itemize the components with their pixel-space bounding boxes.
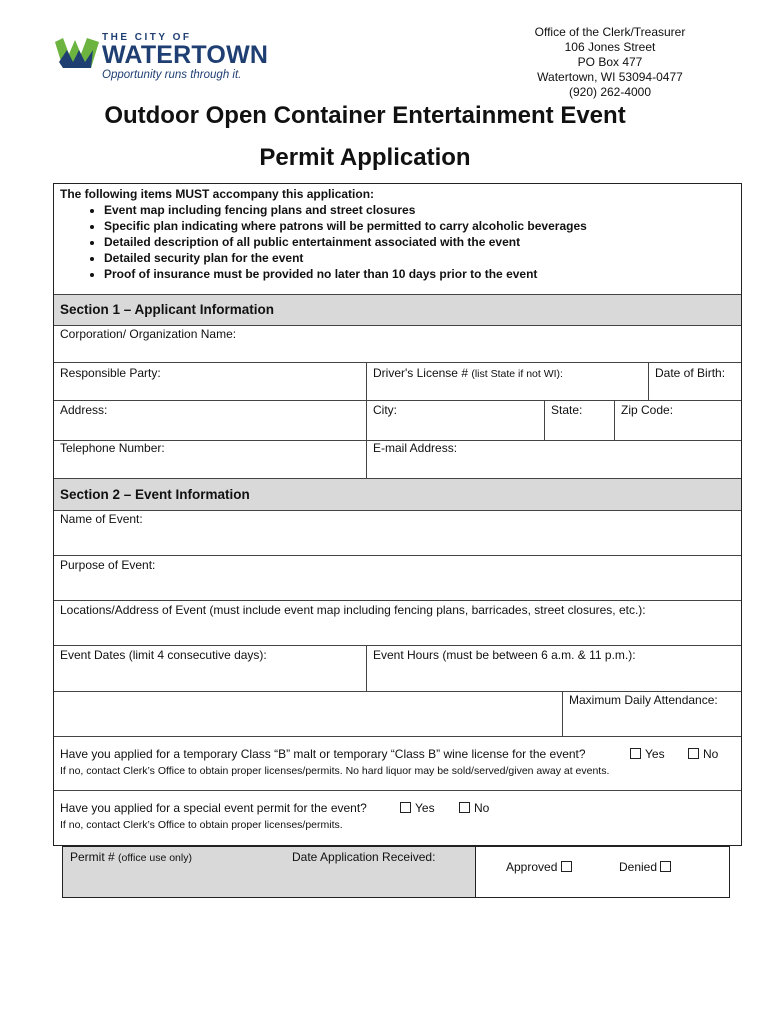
denied-option[interactable] [619, 860, 675, 874]
logo-line1: THE CITY OF [102, 32, 192, 43]
office-address [510, 25, 710, 100]
checkbox-icon[interactable] [660, 861, 671, 872]
drivers-license-label: Driver's License # [373, 366, 468, 380]
office-line: (920) 262-4000 [568, 85, 652, 99]
requirement-item: • Event map including fencing plans and street closures [104, 202, 587, 218]
email-field[interactable]: E-mail Address: [373, 441, 458, 455]
permit-no-label: No [474, 801, 490, 815]
event-purpose-field[interactable]: Purpose of Event: [60, 558, 156, 572]
requirement-item: • Specific plan indicating where patrons will be permitted to carry alcoholic beverages [104, 218, 587, 234]
dob-field[interactable]: Date of Birth: [655, 366, 726, 380]
responsible-party-field[interactable]: Responsible Party: [60, 366, 161, 380]
permit-note: (office use only) [118, 852, 192, 864]
permit-yes-label: Yes [415, 801, 435, 815]
event-location-field[interactable]: Locations/Address of Event (must include event map including fencing plans, barricades, street closures, etc.): [60, 603, 646, 617]
page-title: Outdoor Open Container Entertainment Event [104, 102, 626, 129]
logo-tagline: Opportunity runs through it. [102, 69, 242, 81]
section2-title: Section 2 – Event Information [60, 487, 250, 502]
drivers-license-note: (list State if not WI): [471, 368, 563, 380]
drivers-license-field[interactable] [373, 366, 563, 380]
checkbox-icon[interactable] [688, 748, 699, 759]
requirement-item: • Detailed description of all public entertainment associated with the event [104, 234, 587, 250]
denied-label: Denied [619, 860, 658, 874]
special-permit-note: If no, contact Clerk’s Office to obtain proper licenses/permits. [60, 819, 343, 831]
checkbox-icon[interactable] [400, 802, 411, 813]
checkbox-icon[interactable] [630, 748, 641, 759]
license-yes-option[interactable] [630, 747, 665, 761]
requirements-heading: The following items MUST accompany this application: [60, 187, 375, 201]
city-field[interactable]: City: [373, 403, 397, 417]
city-logo [55, 32, 285, 84]
watertown-logo-icon [55, 36, 99, 70]
office-use-box [62, 846, 730, 898]
license-question: Have you applied for a temporary Class “B” malt or temporary “Class B” wine license for the event? [60, 747, 586, 761]
approved-label: Approved [506, 860, 558, 874]
logo-line2: WATERTOWN [102, 41, 269, 69]
office-line: 106 Jones Street [564, 40, 656, 54]
org-name-field[interactable]: Corporation/ Organization Name: [60, 327, 237, 341]
checkbox-icon[interactable] [561, 861, 572, 872]
permit-number-label [70, 850, 192, 864]
address-field[interactable]: Address: [60, 403, 108, 417]
license-no-label: No [703, 747, 719, 761]
zip-field[interactable]: Zip Code: [621, 403, 674, 417]
requirement-item: • Detailed security plan for the event [104, 250, 587, 266]
license-note: If no, contact Clerk’s Office to obtain proper licenses/permits. No hard liquor may be sold/served/given away at events. [60, 765, 610, 777]
license-no-option[interactable] [688, 747, 718, 761]
max-attendance-field[interactable]: Maximum Daily Attendance: [569, 693, 718, 707]
permit-label: Permit # [70, 850, 115, 864]
date-received-label: Date Application Received: [292, 850, 436, 864]
state-field[interactable]: State: [551, 403, 583, 417]
event-hours-field[interactable]: Event Hours (must be between 6 a.m. & 11 p.m.): [373, 648, 636, 662]
permit-no-option[interactable] [459, 801, 489, 815]
approved-option[interactable] [506, 860, 576, 874]
license-yes-label: Yes [645, 747, 665, 761]
requirements-block [60, 186, 587, 282]
office-line: PO Box 477 [577, 55, 643, 69]
phone-field[interactable]: Telephone Number: [60, 441, 165, 455]
event-dates-field[interactable]: Event Dates (limit 4 consecutive days): [60, 648, 267, 662]
office-line: Office of the Clerk/Treasurer [534, 25, 686, 39]
checkbox-icon[interactable] [459, 802, 470, 813]
event-name-field[interactable]: Name of Event: [60, 512, 143, 526]
permit-yes-option[interactable] [400, 801, 435, 815]
page-subtitle: Permit Application [259, 144, 471, 171]
office-line: Watertown, WI 53094-0477 [537, 70, 683, 84]
section1-title: Section 1 – Applicant Information [60, 302, 275, 317]
requirement-item: • Proof of insurance must be provided no later than 10 days prior to the event [104, 266, 587, 282]
special-permit-question: Have you applied for a special event permit for the event? [60, 801, 367, 815]
